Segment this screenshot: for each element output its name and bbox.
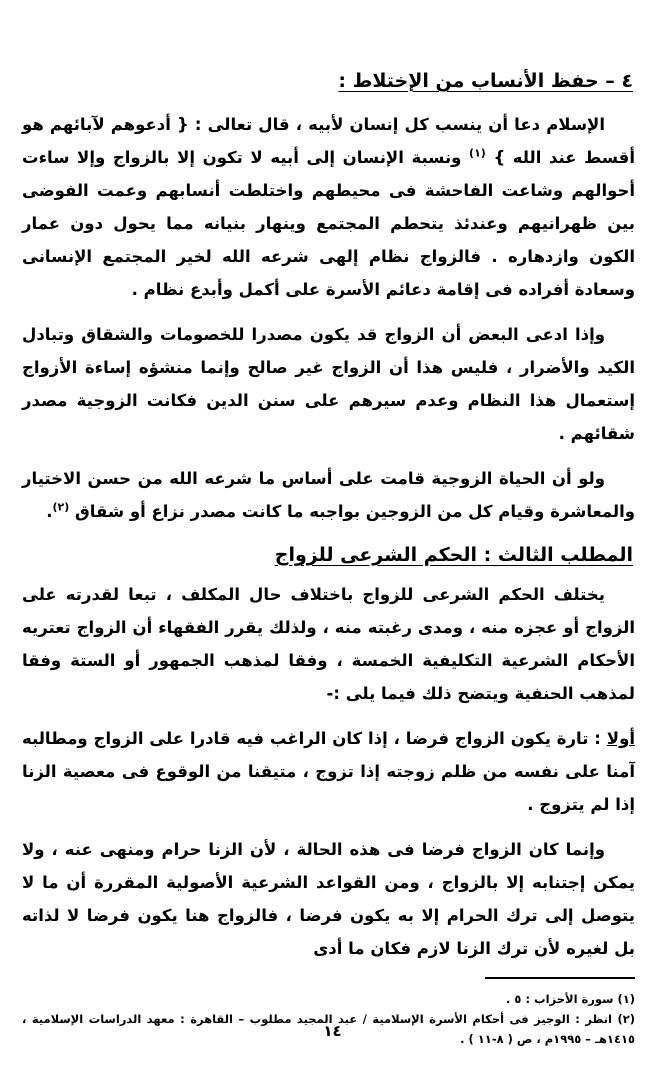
page-number: ١٤ <box>323 1022 342 1040</box>
paragraph-text: وإذا ادعى البعض أن الزواج قد يكون مصدرا للخصومات والشقاق وتبادل الكيد والأضرار ، فليس هذا أن الزواج غير صالح وإنما منشؤه إساءة الأزواج إستعمال هذا النظام وعدم سيرهم على سنن الدين فكانت الزوجية مصدر شقائهم . <box>22 325 635 443</box>
paragraph-text: ولو أن الحياة الزوجية قامت على أساس ما شرعه الله من حسن الاختيار والمعاشرة وقيام كل من الزوجين بواجبه ما كانت مصدر نزاع أو شقاق <box>22 469 635 521</box>
paragraph-text: : تارة يكون الزواج فرضا ، إذا كان الراغب فيه قادرا على الزواج ومطالبه آمنا على نفسه من ظلم زوجته إذا تزوج ، متيقنا من الوقوع فى معصية الزنا إذا لم يتزوج . <box>22 729 635 814</box>
section-heading: ٤ – حفظ الأنساب من الإختلاط : <box>338 70 633 92</box>
paragraph <box>22 722 635 821</box>
subsection-heading: المطلب الثالث : الحكم الشرعى للزواج <box>274 544 633 566</box>
paragraph-text: ونسبة الإنسان إلى أبيه لا تكون إلا بالزواج وإلا ساءت أحوالهم وشاعت الفاحشة فى محيطهم واختلطت أنسابهم وعمت الفوضى بين ظهرانيهم وعندئذ يتحطم المجتمع وينهار بنيانه مما يحول دون عمار الكون وازدهاره . فالزواج نظام إلهى شرعه الله لخير المجتمع الإنسانى وسعادة أفراده فى إقامة دعائم الأسرة على أكمل وأبدع نظام . <box>22 148 635 299</box>
case-label: أولا <box>606 729 635 748</box>
paragraph <box>22 462 635 528</box>
footnote-ref: (١) <box>469 146 486 160</box>
footnote: (٢) انظر : الوجيز فى أحكام الأسرة الإسلامية / عبد المجيد مطلوب – القاهرة : معهد الدراسات الإسلامية ، ١٤١٥هـ – ١٩٩٥م ، ص ( ٨-١١ ) . <box>22 1012 635 1046</box>
footnote: (١) سورة الأحزاب : ٥ . <box>506 992 635 1006</box>
paragraph: يختلف الحكم الشرعى للزواج باختلاف حال المكلف ، تبعا لقدرته على الزواج أو عجزه منه ، ومدى رغبته منه ، ولذلك يقرر الفقهاء أن الزواج تعتريه الأحكام الشرعية التكليفية الخمسة ، وفقا لمذهب الجمهور أو الستة وفقا لمذهب الحنفية ويتضح ذلك فيما يلى :- <box>22 585 635 703</box>
footnote-separator <box>485 977 635 979</box>
paragraph <box>22 318 635 450</box>
paragraph: وإنما كان الزواج فرضا فى هذه الحالة ، لأن الزنا حرام ومنهى عنه ، ولا يمكن إجتنابه إلا بالزواج ، ومن القواعد الشرعية الأصولية المقررة أن ما لا يتوصل إلى ترك الحرام إلا به يكون فرضا ، فالزواج هنا يكون فرضا لا لذاته بل لغيره لأن ترك الزنا لازم فكان ما أدى <box>22 840 635 958</box>
footnote-ref: (٢) <box>52 500 70 514</box>
paragraph-text: الإسلام دعا أن ينسب كل إنسان لأبيه ، قال تعالى : { أدعوهم لآبائهم هو أقسط عند الله } <box>22 115 636 167</box>
paragraph <box>22 108 635 306</box>
paragraph-text: . <box>46 502 53 521</box>
